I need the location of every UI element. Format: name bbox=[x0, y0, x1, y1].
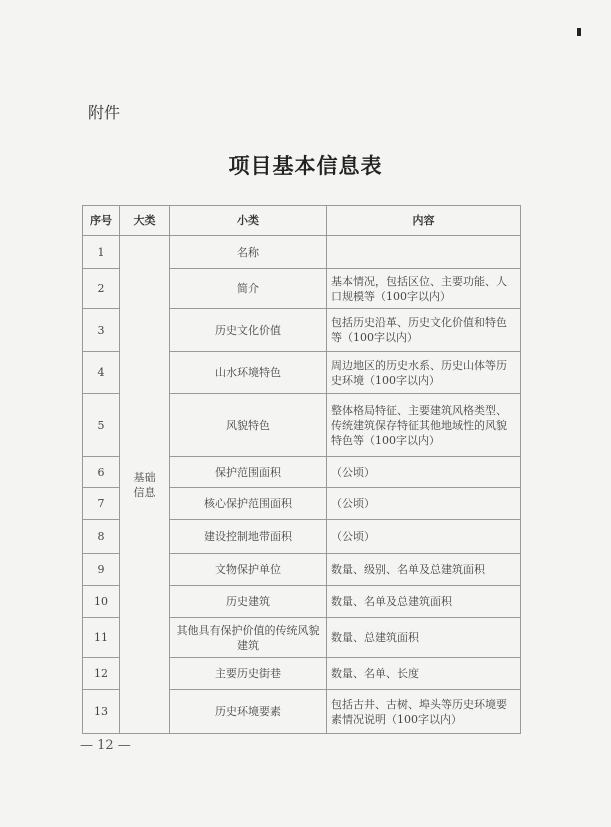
subcategory-cell: 保护范围面积 bbox=[170, 457, 327, 488]
header-cell: 内容 bbox=[327, 206, 521, 236]
content-cell: 数量、总建筑面积 bbox=[327, 618, 521, 658]
content-cell: （公顷） bbox=[327, 457, 521, 488]
info-table bbox=[82, 205, 521, 734]
subcategory-cell: 山水环境特色 bbox=[170, 352, 327, 394]
subcategory-cell: 核心保护范围面积 bbox=[170, 488, 327, 520]
row-number: 11 bbox=[83, 618, 120, 658]
page-title: 项目基本信息表 bbox=[228, 153, 383, 178]
row-number: 2 bbox=[83, 269, 120, 309]
content-cell: 包括历史沿革、历史文化价值和特色等（100字以内） bbox=[327, 309, 521, 352]
row-number: 12 bbox=[83, 658, 120, 690]
header-cell: 大类 bbox=[120, 206, 170, 236]
subcategory-cell: 建设控制地带面积 bbox=[170, 520, 327, 554]
row-number: 8 bbox=[83, 520, 120, 554]
category-cell bbox=[120, 236, 170, 734]
content-cell: 数量、级别、名单及总建筑面积 bbox=[327, 554, 521, 586]
row-number: 6 bbox=[83, 457, 120, 488]
subcategory-cell: 风貌特色 bbox=[170, 394, 327, 457]
subcategory-cell: 其他具有保护价值的传统风貌建筑 bbox=[170, 618, 327, 658]
category-label: 基础信息 bbox=[133, 470, 156, 499]
row-number: 13 bbox=[83, 690, 120, 734]
content-cell: 数量、名单及总建筑面积 bbox=[327, 586, 521, 618]
row-number: 4 bbox=[83, 352, 120, 394]
content-cell: 包括古井、古树、埠头等历史环境要素情况说明（100字以内） bbox=[327, 690, 521, 734]
content-cell: （公顷） bbox=[327, 520, 521, 554]
subcategory-cell: 名称 bbox=[170, 236, 327, 269]
subcategory-cell: 历史建筑 bbox=[170, 586, 327, 618]
row-number: 7 bbox=[83, 488, 120, 520]
row-number: 10 bbox=[83, 586, 120, 618]
content-cell: 数量、名单、长度 bbox=[327, 658, 521, 690]
corner-mark bbox=[577, 28, 581, 36]
subcategory-cell: 主要历史街巷 bbox=[170, 658, 327, 690]
header-cell: 小类 bbox=[170, 206, 327, 236]
content-cell: 基本情况，包括区位、主要功能、人口规模等（100字以内） bbox=[327, 269, 521, 309]
content-cell: 整体格局特征、主要建筑风格类型、传统建筑保存特征其他地域性的风貌特色等（100字以内） bbox=[327, 394, 521, 457]
attachment-label: 附件 bbox=[88, 103, 121, 122]
subcategory-cell: 历史环境要素 bbox=[170, 690, 327, 734]
page-number: — 12 — bbox=[80, 738, 131, 753]
content-cell: 周边地区的历史水系、历史山体等历史环境（100字以内） bbox=[327, 352, 521, 394]
content-cell bbox=[327, 236, 521, 269]
subcategory-cell: 简介 bbox=[170, 269, 327, 309]
table-row bbox=[83, 236, 521, 269]
row-number: 9 bbox=[83, 554, 120, 586]
table-header-row bbox=[83, 206, 521, 236]
row-number: 3 bbox=[83, 309, 120, 352]
row-number: 5 bbox=[83, 394, 120, 457]
content-cell: （公顷） bbox=[327, 488, 521, 520]
header-cell: 序号 bbox=[83, 206, 120, 236]
subcategory-cell: 历史文化价值 bbox=[170, 309, 327, 352]
row-number: 1 bbox=[83, 236, 120, 269]
subcategory-cell: 文物保护单位 bbox=[170, 554, 327, 586]
